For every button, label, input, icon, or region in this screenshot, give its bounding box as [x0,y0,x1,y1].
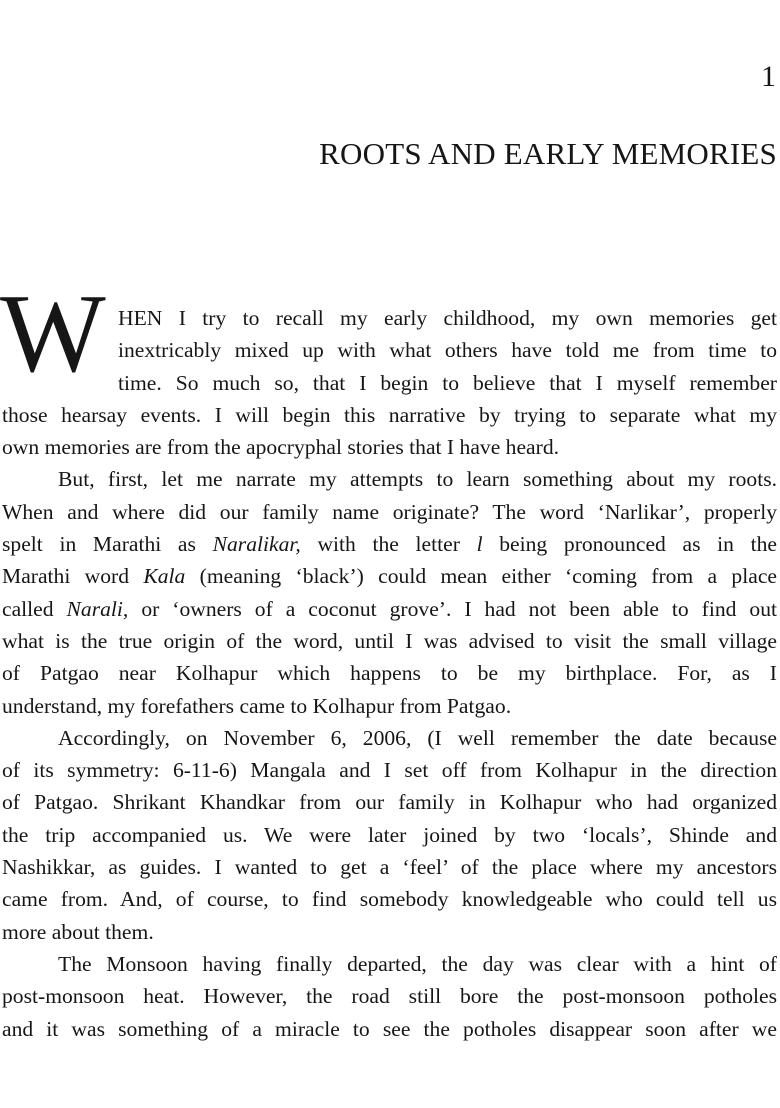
text-line: HEN I try to recall my early childhood, my own memories get [118,306,777,330]
text-line: Marathi word Kala (meaning ‘black’) could mean either ‘coming from a place [2,564,777,589]
text-line: spelt in Marathi as Naralikar, with the letter l being pronounced as in the [2,532,777,557]
text-line: of Patgao near Kolhapur which happens to be my birthplace. For, as I [2,661,777,686]
text-line: own memories are from the apocryphal stories that I have heard. [2,435,560,460]
text-line: time. So much so, that I begin to believe that I myself remember [118,370,777,395]
text-line: of its symmetry: 6-11-6) Mangala and I set off from Kolhapur in the direction [2,758,777,783]
page-number: 1 [761,60,776,93]
text-line: of Patgao. Shrikant Khandkar from our family in Kolhapur who had organized [2,790,777,815]
text-line: more about them. [2,919,154,944]
text-line: what is the true origin of the word, until I was advised to visit the small village [2,628,777,653]
text-line: those hearsay events. I will begin this narrative by trying to separate what my [2,402,777,427]
text-line: Accordingly, on November 6, 2006, (I well remember the date because [58,725,777,750]
text-line: When and where did our family name originate? The word ‘Narlikar’, properly [2,499,777,524]
drop-cap: W [0,272,106,396]
text-line: called Narali, or ‘owners of a coconut grove’. I had not been able to find out [2,596,778,621]
text-line: But, first, let me narrate my attempts to learn something about my roots. [58,467,777,492]
text-line: Nashikkar, as guides. I wanted to get a ‘feel’ of the place where my ancestors [2,855,777,880]
text-line: inextricably mixed up with what others have told me from time to [118,338,777,363]
text-line: and it was something of a miracle to see the potholes disappear soon after we [2,1016,777,1041]
text-line: understand, my forefathers came to Kolhapur from Patgao. [2,693,512,718]
body-text [2,302,777,1045]
text-line: The Monsoon having finally departed, the day was clear with a hint of [58,951,777,976]
chapter-title: ROOTS AND EARLY MEMORIES [319,136,777,171]
text-line: post-monsoon heat. However, the road still bore the post-monsoon potholes [2,984,777,1009]
text-line: the trip accompanied us. We were later joined by two ‘locals’, Shinde and [2,822,777,847]
text-line: came from. And, of course, to find somebody knowledgeable who could tell us [2,887,777,912]
